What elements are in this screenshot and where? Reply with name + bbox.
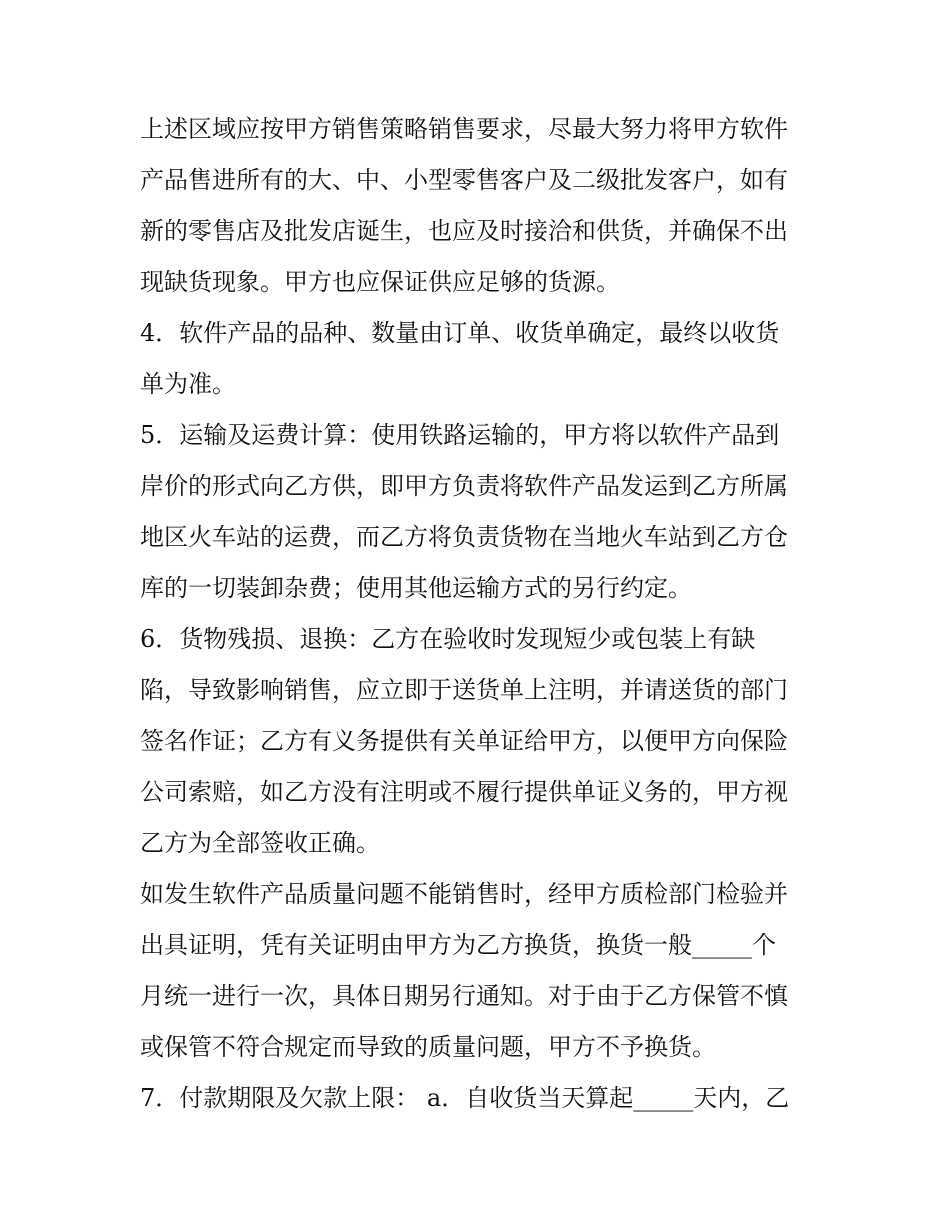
- text-line: 如发生软件产品质量问题不能销售时，经甲方质检部门检验并: [140, 880, 788, 908]
- text-line: 单为准。: [140, 370, 236, 398]
- text-line: 月统一进行一次，具体日期另行通知。对于由于乙方保管不慎: [140, 982, 788, 1010]
- text-line: 库的一切装卸杂费；使用其他运输方式的另行约定。: [140, 574, 692, 602]
- text-line: 产品售进所有的大、中、小型零售客户及二级批发客户，如有: [140, 166, 788, 194]
- contract-body-text: [140, 104, 830, 1124]
- text-line: 出具证明，凭有关证明由甲方为乙方换货，换货一般_____个: [140, 931, 776, 959]
- text-line: 签名作证；乙方有义务提供有关单证给甲方，以便甲方向保险: [140, 727, 788, 755]
- text-line: 公司索赔，如乙方没有注明或不履行提供单证义务的，甲方视: [140, 778, 788, 806]
- text-line: 新的零售店及批发店诞生，也应及时接洽和供货，并确保不出: [140, 217, 788, 245]
- clause-6-line: 6．货物残损、退换：乙方在验收时发现短少或包装上有缺: [140, 625, 756, 653]
- clause-4-line: 4．软件产品的品种、数量由订单、收货单确定，最终以收货: [140, 319, 780, 347]
- text-line: 或保管不符合规定而导致的质量问题，甲方不予换货。: [140, 1033, 716, 1061]
- text-line: 地区火车站的运费，而乙方将负责货物在当地火车站到乙方仓: [140, 523, 788, 551]
- text-line: 岸价的形式向乙方供，即甲方负责将软件产品发运到乙方所属: [140, 472, 788, 500]
- clause-5-line: 5．运输及运费计算：使用铁路运输的，甲方将以软件产品到: [140, 421, 780, 449]
- text-line: 陷，导致影响销售，应立即于送货单上注明，并请送货的部门: [140, 676, 788, 704]
- clause-7-line: 7．付款期限及欠款上限： a．自收货当天算起_____天内，乙: [140, 1084, 790, 1112]
- text-line: 现缺货现象。甲方也应保证供应足够的货源。: [140, 268, 620, 296]
- text-line: 乙方为全部签收正确。: [140, 829, 380, 857]
- text-line: 上述区域应按甲方销售策略销售要求，尽最大努力将甲方软件: [140, 115, 788, 143]
